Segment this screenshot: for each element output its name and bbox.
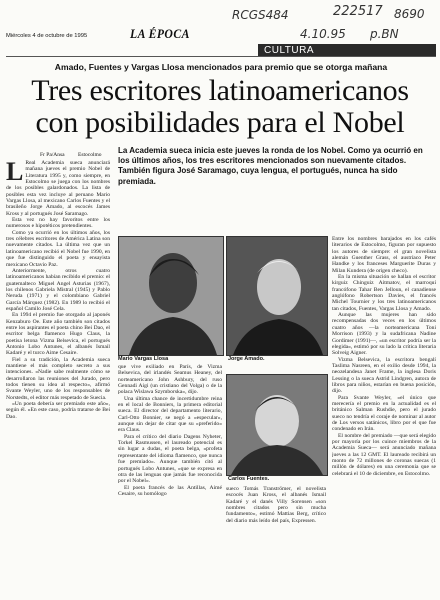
paragraph: Entre los nombres barajados en los cafés literarios de Estocolmo, figuran por supuesto los autores de siempre: el gran novelista alemán Guenther Grass, el austríaco Peter Handke y los franceses Marguerite Duras y Milan Kundera (de origen checo). bbox=[332, 236, 436, 274]
photo-fuentes bbox=[226, 374, 328, 476]
portrait-placeholder bbox=[227, 237, 327, 355]
paragraph: Aunque las mujeres han sido recompensadas dos veces en los últimos cuatro años —la norteamericana Toni Morrison (1993) y la sudafricana Nadine Gordimer (1991)—, «un escritor podría ser la elegida», estimó por su lado la crítica literaria Solveig Aigner. bbox=[332, 312, 436, 357]
dateline: Estocolmo bbox=[78, 152, 102, 158]
drop-cap: L bbox=[6, 160, 24, 186]
byline: Fr Pa/Ansa bbox=[40, 152, 65, 158]
article-column-2-bottom: sueco Tomás Tranströmer, el novelista escocés Juan Kross, el albanés Ismail Kadaré y el danés Villy Sorensen «son nombres citados pero sin mucha fundamento», estimó Mattias Berg, crítico del diario más leído del país, Expressen. bbox=[226, 486, 326, 524]
article-column-1 bbox=[6, 160, 110, 596]
masthead: LA ÉPOCA bbox=[130, 26, 190, 41]
paragraph: Real Academia sueca anunciará mañana jueves el premio Nobel de Literatura 1995 y, como siempre, en Estocolmo se juega con los nombres de los posibles galardonados. La lista de posibles esta vez incluye al peruano Mario Vargas Llosa, al mexicano Carlos Fuentes y el brasileño Jorge Amado, al escocés James Kross y al portugués José Saramago. bbox=[6, 160, 110, 217]
paragraph: Esta vez no hay favoritos entre los numerosos e hipotéticos pretendientes. bbox=[6, 217, 110, 230]
headline-line1: Tres escritores latinoamericanos bbox=[31, 74, 409, 107]
header-rule bbox=[6, 56, 436, 57]
handwritten-code: RCGS484 bbox=[232, 8, 289, 22]
handwritten-date: 4.10.95 bbox=[300, 27, 346, 41]
paragraph: Anteriormente, otros cuatro latinoamericanos habían recibido el premio: el guatemalteco Miguel Angel Asturias (1967), los chilenos Gabriela Mistral (1945) y Pablo Neruda (1971) y el colombiano Gabriel García Márquez (1982). En 1989 lo recibió el español Camilo José Cela. bbox=[6, 267, 110, 312]
paragraph: Fiel a su tradición, la Academia sueca mantiene el más completo secreto a sus intenciones. «Nadie sabe realmente cómo se desarrollaron las reuniones del Jurado, pero todos tienen su idea al respecto», afirmó Svante Weyler, uno de los responsables de Norstedts, el editor más respetado de Suecia. bbox=[6, 356, 110, 401]
paragraph: El nombre del premiado —que será elegido por mayoría por los cuince miembros de la Academia Sueca— será anunciado mañana jueves a las 12 GMT. El laureado recibirá un monto de 72 millones de coronas suecas (1 millón de dólares) en una ceremonia que se celebrará el 10 de diciembre, en Estocolmo. bbox=[332, 432, 436, 477]
section-label: CULTURA bbox=[264, 45, 314, 56]
kicker: Amado, Fuentes y Vargas Llosa mencionados para premio que se otorga mañana bbox=[54, 62, 388, 72]
paragraph: El poeta francés de las Antillas, Aimé Cesaire, su homólogo bbox=[118, 484, 222, 497]
handwritten-number: 222517 bbox=[333, 4, 383, 19]
caption-amado: Jorge Amado. bbox=[228, 356, 265, 362]
caption-fuentes: Carlos Fuentes. bbox=[228, 476, 270, 482]
paragraph: Vizma Belsevica, la escritora bengalí Taslima Nasreen, en el exilio desde 1994, la neozelandesa Janet Frame, la inglesa Doris Lessing o la sueca Astrid Lindgren, autora de libros para niños, estarían en buena posición, dijo. bbox=[332, 356, 436, 395]
paragraph: Para Svante Weyler, «el único que merecería el premio en la actualidad es el británico Salman Rushdie, pero el jurado sueco no tendría el coraje de nominar al autor de Los versos satánicos, libro por el que fue condenado en Irán. bbox=[332, 394, 436, 433]
photo-amado bbox=[226, 236, 328, 356]
clip-header bbox=[0, 0, 440, 56]
article-column-3 bbox=[332, 236, 436, 596]
portrait-placeholder bbox=[119, 237, 223, 355]
paragraph: «Un poeta debería ser premiado este año», según él. «En este caso, podría tratarse de Bei Dao. bbox=[6, 401, 110, 420]
paragraph: Una última chance de incertidumbre reina en el local de Bonniers, la primera editorial sueca. El director del departamento literario, Carl-Otto Bonnier, se negó a «especular», aunque sin dejar de citar que su «preferido» era Claus. bbox=[118, 395, 222, 434]
paragraph: Como ya ocurrió en los últimos años, los tres célebres escritores de América Latina son nuevamente citados. La última vez que un latinoamericano recibió el Nobel fue 1990, en que fue distinguido el poeta y ensayista mexicano Octavio Paz. bbox=[6, 229, 110, 268]
paragraph: que vive exiliado en París, de Vizma Belsevica, del irlandés Seamus Heaney, del norteamericano John Ashbury, del ruso Gennadi Aigi (un cristiano del Volga) o de la polaca Wislawa Szymborska», dijo. bbox=[118, 364, 222, 396]
caption-vargas: Mario Vargas Llosa bbox=[118, 356, 169, 362]
paragraph: En 1994 el premio fue otorgado al japonés Kenzaburo Oe. Este año también son citados entre los aspirantes el poeta chino Bei Dao, el escritor belga flamenco Hugo Claus, la poetisa letona Vizma Belsevica, el portugués Antonio Lobo Antunes, el albanés Ismail Kadaré y el turco Aime Cesaire. bbox=[6, 312, 110, 357]
paragraph: Para el crítico del diario Dagens Nyheter, Torkel Rasmussen, el laureado potencial es sin lugar a dudas, el poeta belga, «profeta representante del idioma flamenco, que nunca fue premiado». Aunque también citó al portugués Lobo Antunes, «que se expresa en otra de las lenguas que jamás fue reconocida por el Nobel». bbox=[118, 433, 222, 485]
photo-vargas-llosa bbox=[118, 236, 224, 356]
paragraph: En la misma situación se hallan el escritor kirguiz Chinguiz Aitmatov, el marroquí francófono Tahar Ben Jelloun, el canadiense anglófono Robertson Davies, el francés Michel Tournier y los tres latinoamericanos tan citados, Fuentes, Vargas Llosa y Amado. bbox=[332, 274, 436, 312]
portrait-placeholder bbox=[227, 375, 327, 475]
lead-paragraph: La Academia sueca inicia este jueves la ronda de los Nobel. Como ya ocurrió en los últimos años, los tres escritores mencionados son nuevamente citados. También figura José Saramago, cuya lengua, el portugués, nunca ha sido premiada. bbox=[118, 146, 423, 186]
date-line: Miércoles 4 de octubre de 1995 bbox=[6, 33, 88, 39]
article-column-2 bbox=[118, 364, 222, 596]
headline-line2: con posibilidades para el Nobel bbox=[35, 106, 405, 139]
handwritten-source: p.BN bbox=[370, 27, 399, 41]
handwritten-extra: 8690 bbox=[394, 7, 425, 21]
